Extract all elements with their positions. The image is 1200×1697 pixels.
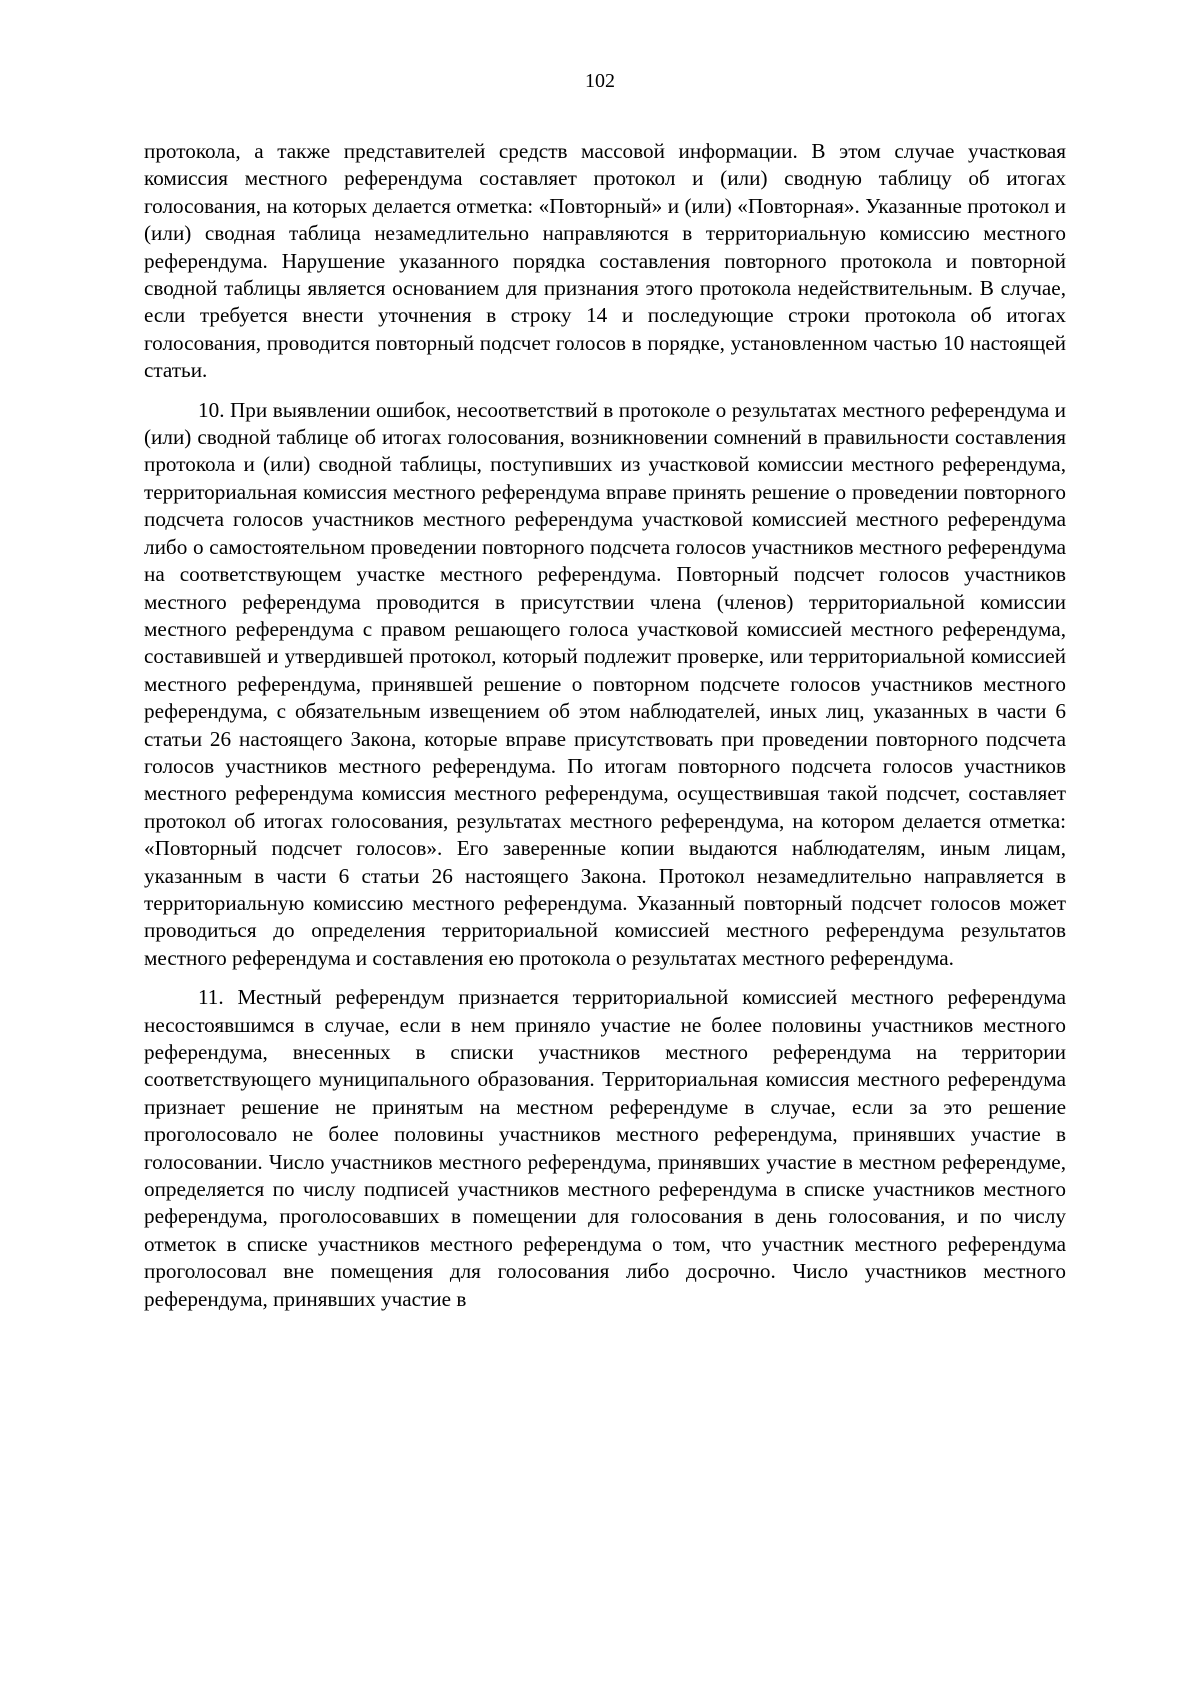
paragraph-10: 10. При выявлении ошибок, несоответствий в протоколе о результатах местного референдума и (или) сводной таблице об итогах голосования, возникновении сомнений в правильности составления протокола и (или) сводной таблицы, поступивших из участковой комиссии местного референдума, территориальная комиссия местного референдума вправе принять решение о проведении повторного подсчета голосов участников местного референдума участковой комиссией местного референдума либо о самостоятельном проведении повторного подсчета голосов участников местного референдума на соответствующем участке местного референдума. Повторный подсчет голосов участников местного референдума проводится в присутствии члена (членов) территориальной комиссии местного референдума с правом решающего голоса участковой комиссией местного референдума, составившей и утвердившей протокол, который подлежит проверке, или территориальной комиссией местного референдума, принявшей решение о повторном подсчете голосов участников местного референдума, с обязательным извещением об этом наблюдателей, иных лиц, указанных в части 6 статьи 26 настоящего Закона, которые вправе присутствовать при проведении повторного подсчета голосов участников местного референдума. По итогам повторного подсчета голосов участников местного референдума комиссия местного референдума, осуществившая такой подсчет, составляет протокол об итогах голосования, результатах местного референдума, на котором делается отметка: «Повторный подсчет голосов». Его заверенные копии выдаются наблюдателям, иным лицам, указанным в части 6 статьи 26 настоящего Закона. Протокол незамедлительно направляется в территориальную комиссию местного референдума. Указанный повторный подсчет голосов может проводиться до определения территориальной комиссией местного референдума результатов местного референдума и составления ею протокола о результатах местного референдума. xyxy=(144,397,1066,970)
document-body xyxy=(144,138,1066,1325)
paragraph-continuation: протокола, а также представителей средств массовой информации. В этом случае участковая комиссия местного референдума составляет протокол и (или) сводную таблицу об итогах голосования, на которых делается отметка: «Повторный» и (или) «Повторная». Указанные протокол и (или) сводная таблица незамедлительно направляются в территориальную комиссию местного референдума. Нарушение указанного порядка составления повторного протокола и повторной сводной таблицы является основанием для признания этого протокола недействительным. В случае, если требуется внести уточнения в строку 14 и последующие строки протокола об итогах голосования, проводится повторный подсчет голосов в порядке, установленном частью 10 настоящей статьи. xyxy=(144,139,1066,383)
page-number: 102 xyxy=(585,70,615,92)
paragraph-11: 11. Местный референдум признается территориальной комиссией местного референдума несостоявшимся в случае, если в нем приняло участие не более половины участников местного референдума, внесенных в списки участников местного референдума на территории соответствующего муниципального образования. Территориальная комиссия местного референдума признает решение не принятым на местном референдуме в случае, если за это решение проголосовало не более половины участников местного референдума, принявших участие в голосовании. Число участников местного референдума, принявших участие в местном референдуме, определяется по числу подписей участников местного референдума в списке участников местного референдума, проголосовавших в помещении для голосования в день голосования, и по числу отметок в списке участников местного референдума о том, что участник местного референдума проголосовал вне помещения для голосования либо досрочно. Число участников местного референдума, принявших участие в xyxy=(144,985,1066,1311)
